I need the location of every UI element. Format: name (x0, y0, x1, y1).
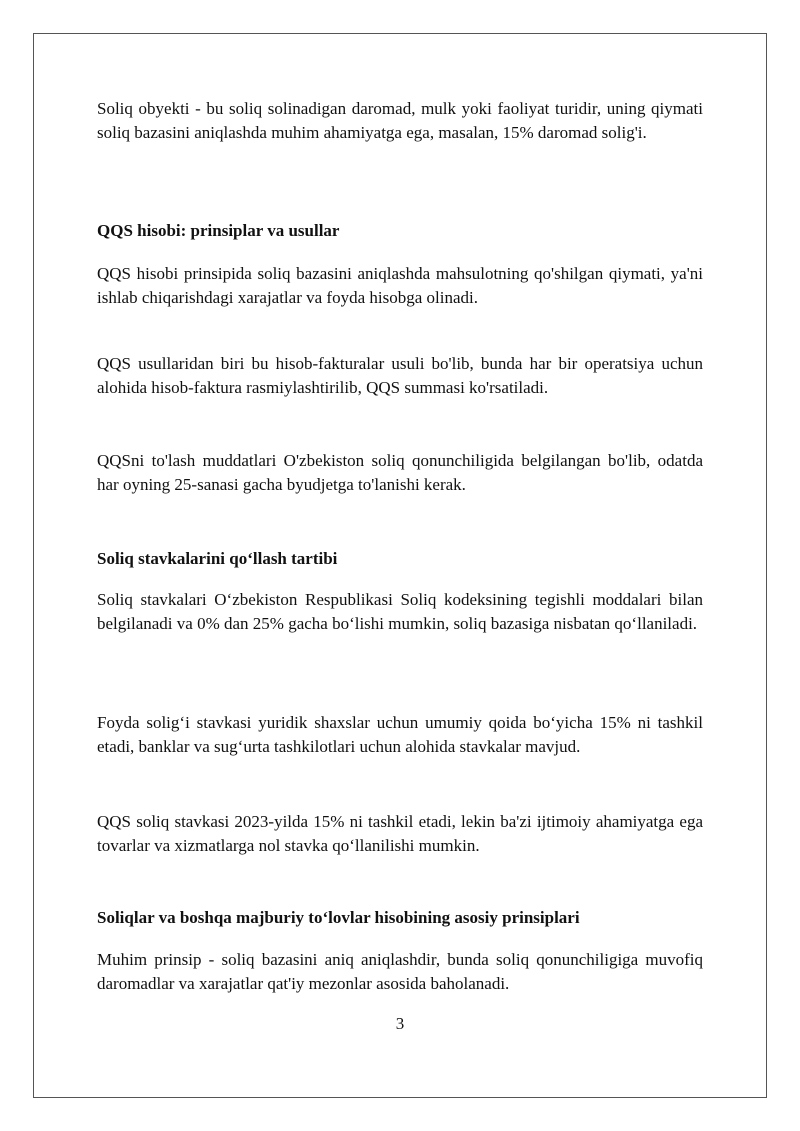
paragraph-profit-tax-rate: Foyda solig‘i stavkasi yuridik shaxslar uchun umumiy qoida bo‘yicha 15% ni tashkil etadi, banklar va sug‘urta tashkilotlari uchun alohida stavkalar mavjud. (97, 713, 703, 756)
paragraph-vat-rate: QQS soliq stavkasi 2023-yilda 15% ni tashkil etadi, lekin ba'zi ijtimoiy ahamiyatga ega tovarlar va xizmatlarga nol stavka qo‘llanilishi mumkin. (97, 812, 703, 855)
paragraph-key-principle: Muhim prinsip - soliq bazasini aniq aniqlashdir, bunda soliq qonunchiligiga muvofiq daromadlar va xarajatlar qat'iy mezonlar asosida baholanadi. (97, 950, 703, 993)
heading-vat-accounting: QQS hisobi: prinsiplar va usullar (97, 221, 340, 240)
paragraph-vat-invoice-method: QQS usullaridan biri bu hisob-fakturalar usuli bo'lib, bunda har bir operatsiya uchun alohida hisob-faktura rasmiylashtirilib, QQS summasi ko'rsatiladi. (97, 354, 703, 397)
page-number: 3 (395, 1014, 405, 1033)
paragraph-vat-payment-terms: QQSni to'lash muddatlari O'zbekiston soliq qonunchiligida belgilangan bo'lib, odatda har oyning 25-sanasi gacha byudjetga to'lanishi kerak. (97, 451, 703, 494)
heading-tax-rates: Soliq stavkalarini qo‘llash tartibi (97, 549, 338, 568)
paragraph-tax-object: Soliq obyekti - bu soliq solinadigan daromad, mulk yoki faoliyat turidir, uning qiymati soliq bazasini aniqlashda muhim ahamiyatga ega, masalan, 15% daromad solig'i. (97, 99, 703, 142)
heading-mandatory-payments: Soliqlar va boshqa majburiy to‘lovlar hisobining asosiy prinsiplari (97, 908, 580, 927)
paragraph-tax-rates-range: Soliq stavkalari O‘zbekiston Respublikasi Soliq kodeksining tegishli moddalari bilan belgilanadi va 0% dan 25% gacha bo‘lishi mumkin, soliq bazasiga nisbatan qo‘llaniladi. (97, 590, 703, 633)
paragraph-vat-principle: QQS hisobi prinsipida soliq bazasini aniqlashda mahsulotning qo'shilgan qiymati, ya'ni ishlab chiqarishdagi xarajatlar va foyda hisobga olinadi. (97, 264, 703, 307)
